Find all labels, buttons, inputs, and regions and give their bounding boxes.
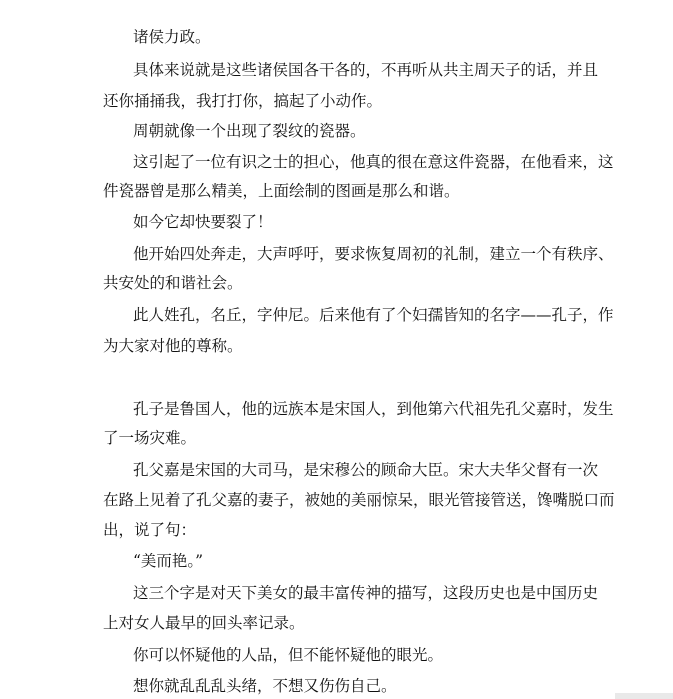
paragraph-line: 你可以怀疑他的人品，但不能怀疑他的眼光。	[133, 646, 444, 664]
paragraph-line: 想你就乱乱乱头绪，不想又伤伤自己。	[133, 677, 397, 695]
paragraph-line: 还你捅捅我，我打打你，搞起了小动作。	[103, 92, 383, 110]
paragraph-line: 这三个字是对天下美女的最丰富传神的描写，这段历史也是中国历史	[133, 584, 599, 602]
paragraph-line: 共安处的和谐社会。	[103, 274, 243, 292]
paragraph-line: 他开始四处奔走，大声呼吁，要求恢复周初的礼制，建立一个有秩序、	[133, 245, 614, 263]
paragraph-line: 为大家对他的尊称。	[103, 337, 243, 355]
paragraph-line: 件瓷器曾是那么精美，上面绘制的图画是那么和谐。	[103, 182, 460, 200]
paragraph-line: 具体来说就是这些诸侯国各干各的，不再听从共主周天子的话，并且	[133, 61, 599, 79]
paragraph-line: 孔子是鲁国人，他的远族本是宋国人，到他第六代祖先孔父嘉时，发生	[133, 400, 614, 418]
paragraph-line: 了一场灾难。	[103, 429, 197, 447]
paragraph-line: 周朝就像一个出现了裂纹的瓷器。	[133, 122, 366, 140]
paragraph-line: 这引起了一位有识之士的担心，他真的很在意这件瓷器，在他看来，这	[133, 153, 614, 171]
paragraph-line: 此人姓孔，名丘，字仲尼。后来他有了个妇孺皆知的名字——孔子，作	[133, 306, 614, 324]
paragraph-line: 上对女人最早的回头率记录。	[103, 614, 305, 632]
scroll-edge	[615, 693, 673, 699]
paragraph-line: 出，说了句：	[103, 521, 197, 539]
paragraph-line: 如今它却快要裂了！	[133, 213, 273, 231]
paragraph-line: 孔父嘉是宋国的大司马，是宋穆公的顾命大臣。宋大夫华父督有一次	[133, 461, 599, 479]
paragraph-line: 在路上见着了孔父嘉的妻子，被她的美丽惊呆，眼光管接管送，馋嘴脱口而	[103, 491, 615, 509]
paragraph-line: 诸侯力政。	[133, 28, 211, 46]
quote-line: “美而艳。”	[133, 552, 204, 570]
